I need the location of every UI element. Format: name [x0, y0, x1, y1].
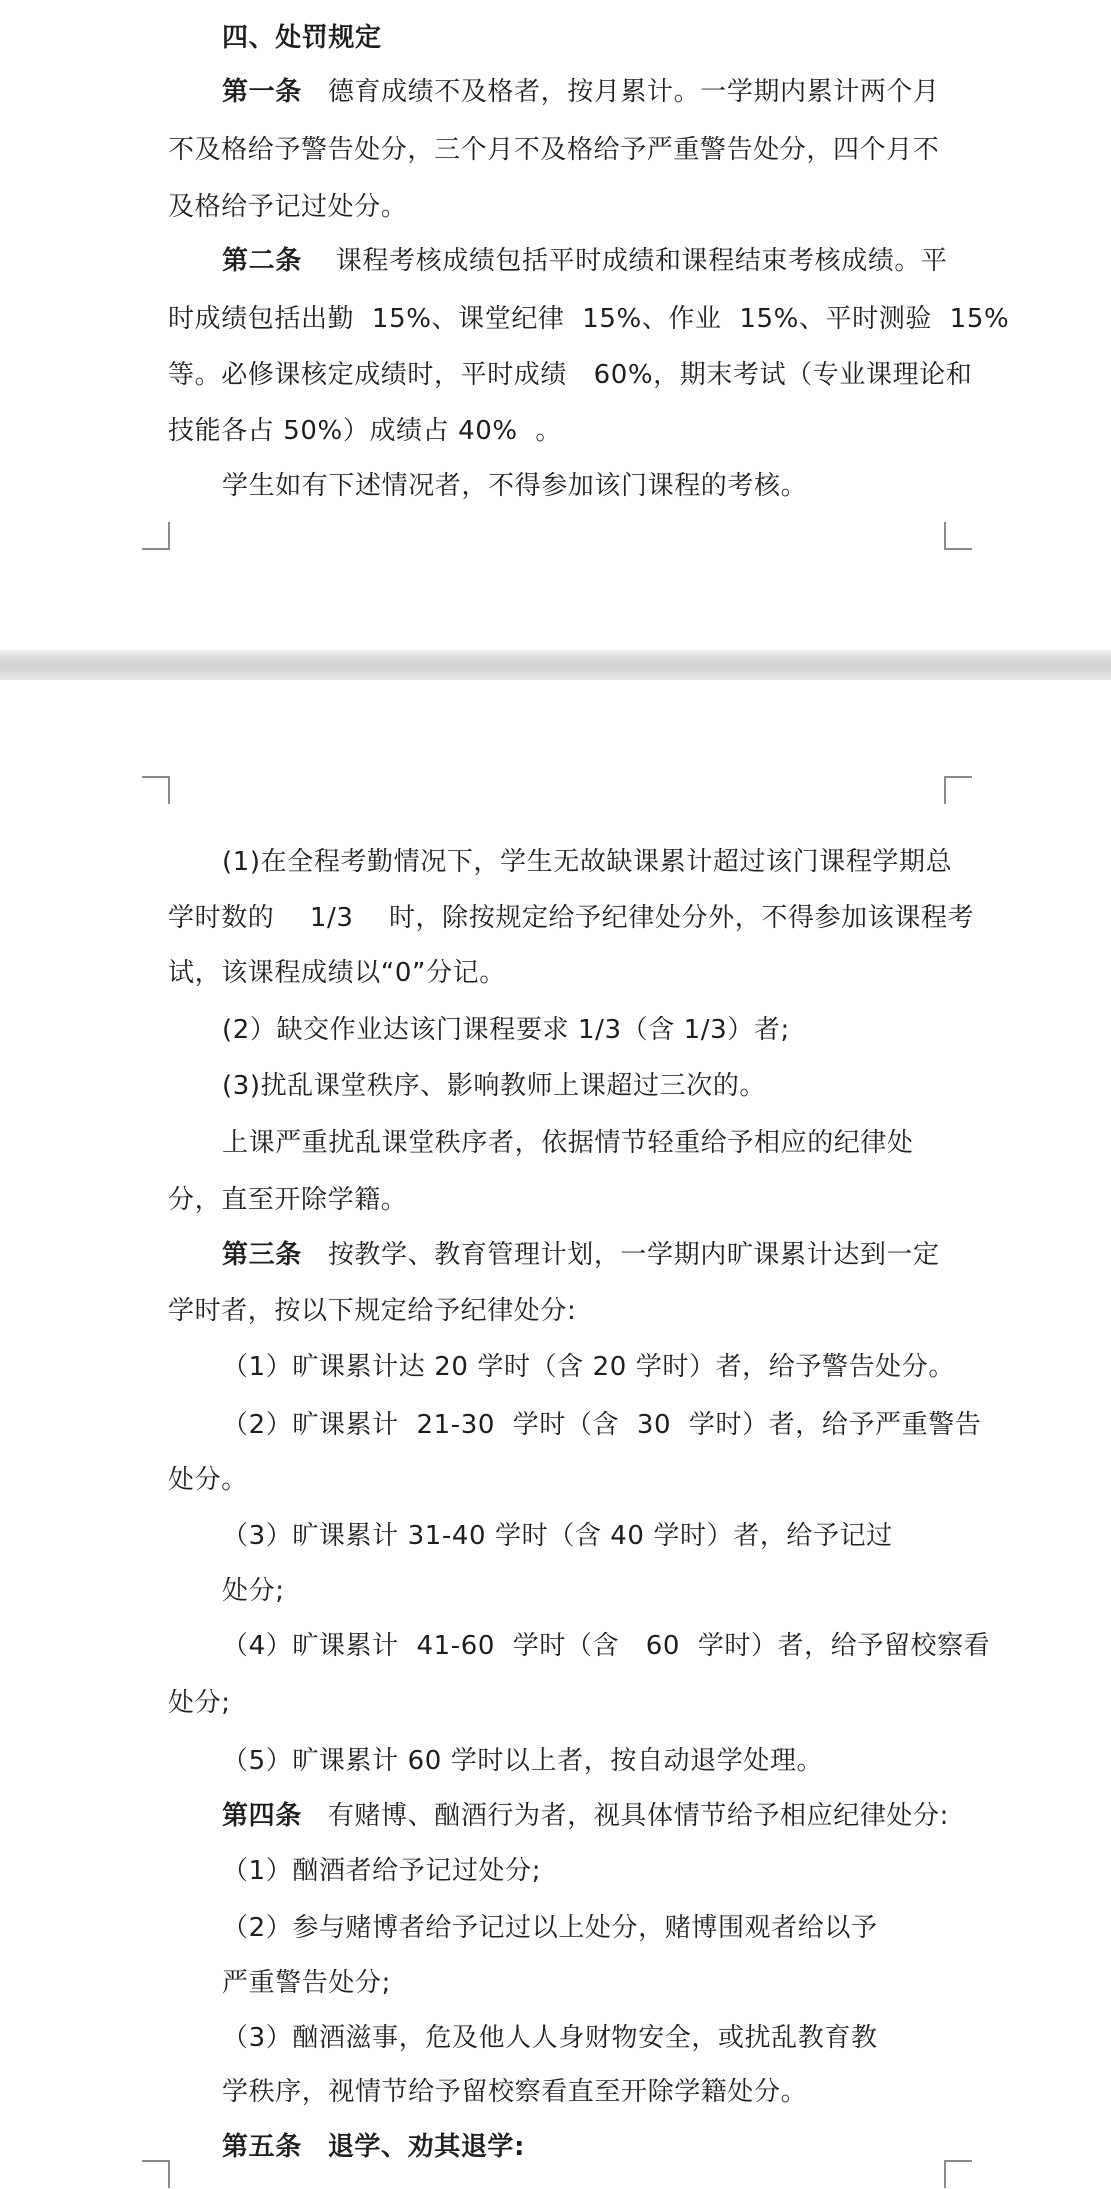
article-3-text: 按教学、教育管理计划，一学期内旷课累计达到一定	[327, 1240, 940, 1270]
article-4-text: 有赌博、酗酒行为者，视具体情节给予相应纪律处分:	[327, 1801, 949, 1831]
margin-corner-top-right-page-3	[944, 2160, 972, 2188]
condition-3: (3)扰乱课堂秩序、影响教师上课超过三次的。	[222, 1071, 767, 1101]
article-3-line-1	[222, 1235, 940, 1275]
article-5-line-1	[222, 2127, 525, 2167]
article-2-line-2: 时成绩包括出勤 15%、课堂纪律 15%、作业 15%、平时测验 15%	[168, 304, 1010, 334]
article-4-item-2-line-2: 严重警告处分;	[222, 1968, 391, 1998]
article-3-item-4-line-1: （4）旷课累计 41-60 学时（含 60 学时）者，给予留校察看	[222, 1631, 991, 1661]
article-3-label: 第三条	[222, 1240, 302, 1270]
page-separator	[0, 650, 1111, 680]
article-1-line-1	[222, 72, 940, 112]
article-5-text: 退学、劝其退学:	[327, 2132, 526, 2162]
section-title: 四、处罚规定	[222, 23, 382, 53]
condition-2: (2）缺交作业达该门课程要求 1/3（含 1/3）者;	[222, 1015, 790, 1045]
article-4-item-3-line-2: 学秩序，视情节给予留校察看直至开除学籍处分。	[222, 2077, 808, 2107]
article-4-label: 第四条	[222, 1801, 302, 1831]
article-3-item-3-line-1: （3）旷课累计 31-40 学时（含 40 学时）者，给予记过	[222, 1521, 893, 1551]
disruption-line-1: 上课严重扰乱课堂秩序者，依据情节轻重给予相应的纪律处	[222, 1128, 914, 1158]
article-4-item-2-line-1: （2）参与赌博者给予记过以上处分，赌博围观者给以予	[222, 1913, 878, 1943]
article-1-label: 第一条	[222, 77, 302, 107]
article-3-item-3-line-2: 处分;	[222, 1576, 285, 1606]
article-3-item-4-line-2: 处分;	[168, 1688, 231, 1718]
document-page-2	[0, 680, 1111, 2189]
article-3-item-2-line-1: （2）旷课累计 21-30 学时（含 30 学时）者，给予严重警告	[222, 1410, 982, 1440]
article-2-label: 第二条	[222, 246, 302, 276]
condition-1-line-3: 试，该课程成绩以“0”分记。	[168, 958, 506, 988]
article-2-text: 课程考核成绩包括平时成绩和课程结束考核成绩。平	[335, 246, 948, 276]
article-4-item-3-line-1: （3）酗酒滋事，危及他人人身财物安全，或扰乱教育教	[222, 2023, 878, 2053]
article-1-text: 德育成绩不及格者，按月累计。一学期内累计两个月	[327, 77, 940, 107]
article-3-item-5: （5）旷课累计 60 学时以上者，按自动退学处理。	[222, 1746, 824, 1776]
article-1-line-3: 及格给予记过处分。	[168, 192, 408, 222]
article-2-line-4: 技能各占 50%）成绩占 40% 。	[168, 416, 563, 446]
margin-corner-top-left-page-3	[142, 2160, 170, 2188]
margin-corner-top-left	[142, 776, 170, 804]
margin-corner-top-right	[944, 776, 972, 804]
article-2-line-1	[222, 241, 948, 281]
article-4-line-1	[222, 1796, 949, 1836]
exam-exclusion-intro: 学生如有下述情况者，不得参加该门课程的考核。	[222, 471, 808, 501]
article-3-item-2-line-2: 处分。	[168, 1465, 248, 1495]
article-2-line-3: 等。必修课核定成绩时，平时成绩 60%，期末考试（专业课理论和	[168, 360, 973, 390]
margin-corner-bottom-left	[142, 522, 170, 550]
article-3-item-1: （1）旷课累计达 20 学时（含 20 学时）者，给予警告处分。	[222, 1352, 955, 1382]
condition-1-line-1: (1)在全程考勤情况下，学生无故缺课累计超过该门课程学期总	[222, 847, 953, 877]
article-1-line-2: 不及格给予警告处分，三个月不及格给予严重警告处分，四个月不	[168, 135, 940, 165]
article-3-line-2: 学时者，按以下规定给予纪律处分:	[168, 1296, 577, 1326]
article-5-label: 第五条	[222, 2132, 302, 2162]
document-page-1	[0, 0, 1111, 650]
article-4-item-1: （1）酗酒者给予记过处分;	[222, 1856, 542, 1886]
margin-corner-bottom-right	[944, 522, 972, 550]
condition-1-line-2: 学时数的 1/3 时，除按规定给予纪律处分外，不得参加该课程考	[168, 903, 975, 933]
disruption-line-2: 分，直至开除学籍。	[168, 1185, 408, 1215]
